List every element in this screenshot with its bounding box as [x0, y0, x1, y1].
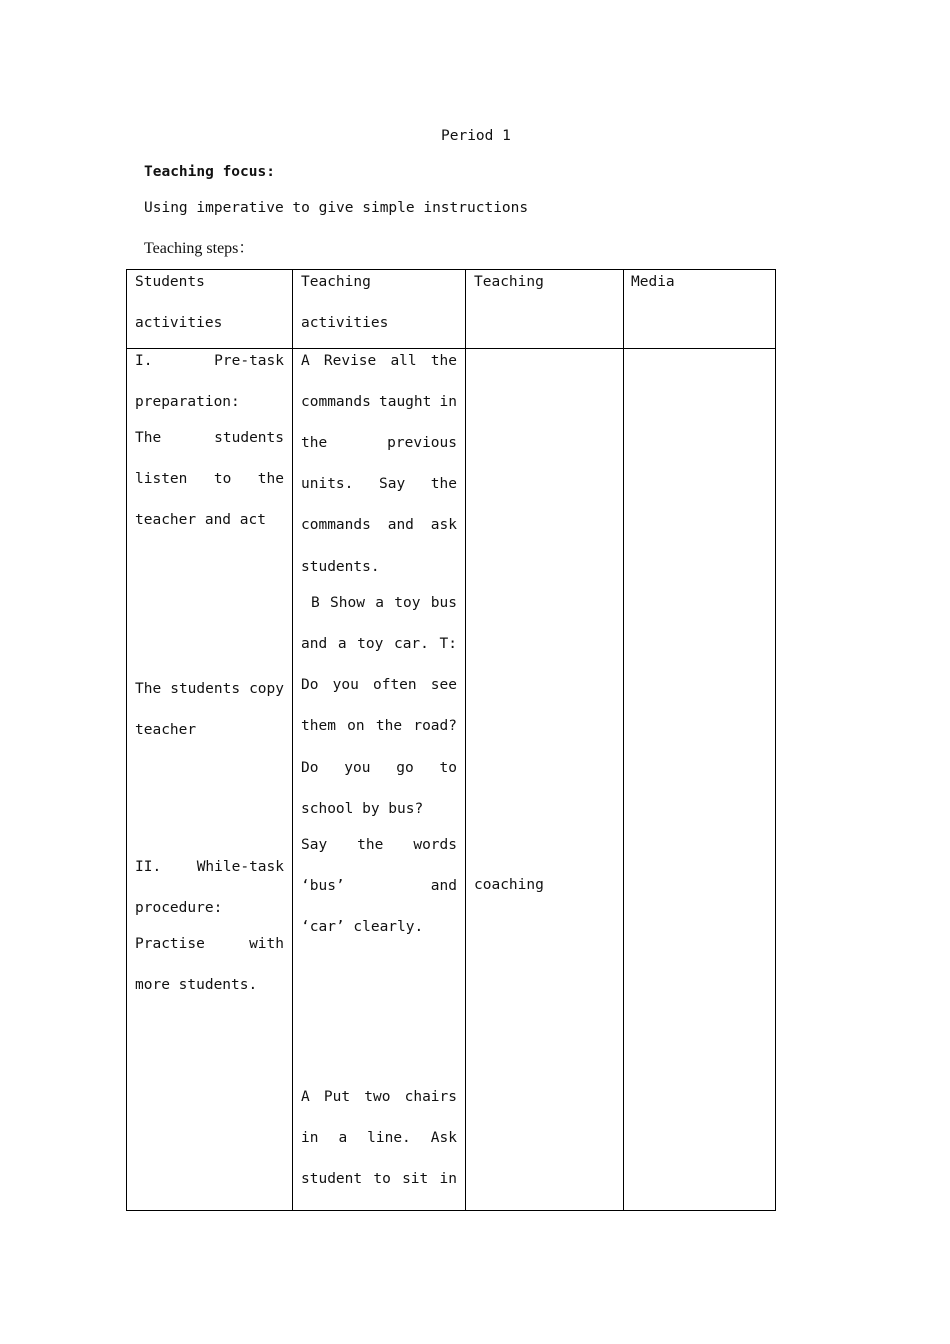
students-activity-line: I. Pre-task [135, 353, 284, 369]
students-activity-line: The students copy [135, 681, 284, 697]
teaching-activity-line: ‘car’ clearly. [301, 919, 424, 935]
teaching-focus-text: Using imperative to give simple instructions [144, 200, 529, 216]
table-border-top [126, 269, 776, 270]
teaching-method-line: coaching [474, 877, 544, 893]
column-divider-2 [465, 269, 466, 1211]
teaching-activity-line: A Revise all the [301, 353, 457, 369]
teaching-activity-line: in a line. Ask [301, 1130, 457, 1146]
students-activity-line: II. While-task [135, 859, 284, 875]
teaching-steps-table [126, 269, 776, 1211]
table-header-divider [126, 348, 776, 349]
students-activity-line: The students [135, 430, 284, 446]
students-activity-line: teacher [135, 722, 197, 738]
teaching-activity-line: B Show a toy bus [311, 595, 457, 611]
table-border-left [126, 269, 127, 1211]
teaching-activity-line: Do you often see [301, 677, 457, 693]
teaching-activity-line: and a toy car. T: [301, 636, 457, 652]
students-activity-line: listen to the [135, 471, 284, 487]
teaching-activity-line: Say the words [301, 837, 457, 853]
students-activity-line: Practise with [135, 936, 284, 952]
header-teaching-method: Teaching [474, 274, 544, 290]
column-divider-1 [292, 269, 293, 1211]
teaching-activity-line: ‘bus’ and [301, 878, 457, 894]
column-divider-3 [623, 269, 624, 1211]
teaching-activity-line: school by bus? [301, 801, 424, 817]
teaching-activity-line: them on the road? [301, 718, 457, 734]
students-activity-line: more students. [135, 977, 258, 993]
students-activity-line: procedure: [135, 900, 223, 916]
teaching-activity-line: student to sit in [301, 1171, 457, 1187]
teaching-steps-heading: Teaching steps： [144, 240, 255, 257]
header-teaching-activities: activities [301, 315, 389, 331]
students-activity-line: preparation: [135, 394, 240, 410]
header-students: Students [135, 274, 205, 290]
header-students-activities: activities [135, 315, 223, 331]
teaching-activity-line: Do you go to [301, 760, 457, 776]
header-teaching: Teaching [301, 274, 371, 290]
teaching-activity-line: commands taught in [301, 394, 457, 410]
teaching-activity-line: the previous [301, 435, 457, 451]
table-border-bottom [126, 1210, 776, 1211]
page-title: Period 1 [441, 128, 511, 144]
teaching-activity-line: A Put two chairs [301, 1089, 457, 1105]
teaching-activity-line: students. [301, 559, 380, 575]
header-media: Media [631, 274, 675, 290]
teaching-activity-line: commands and ask [301, 517, 457, 533]
teaching-focus-heading: Teaching focus: [144, 164, 275, 180]
students-activity-line: teacher and act [135, 512, 266, 528]
teaching-activity-line: units. Say the [301, 476, 457, 492]
table-border-right [775, 269, 776, 1211]
